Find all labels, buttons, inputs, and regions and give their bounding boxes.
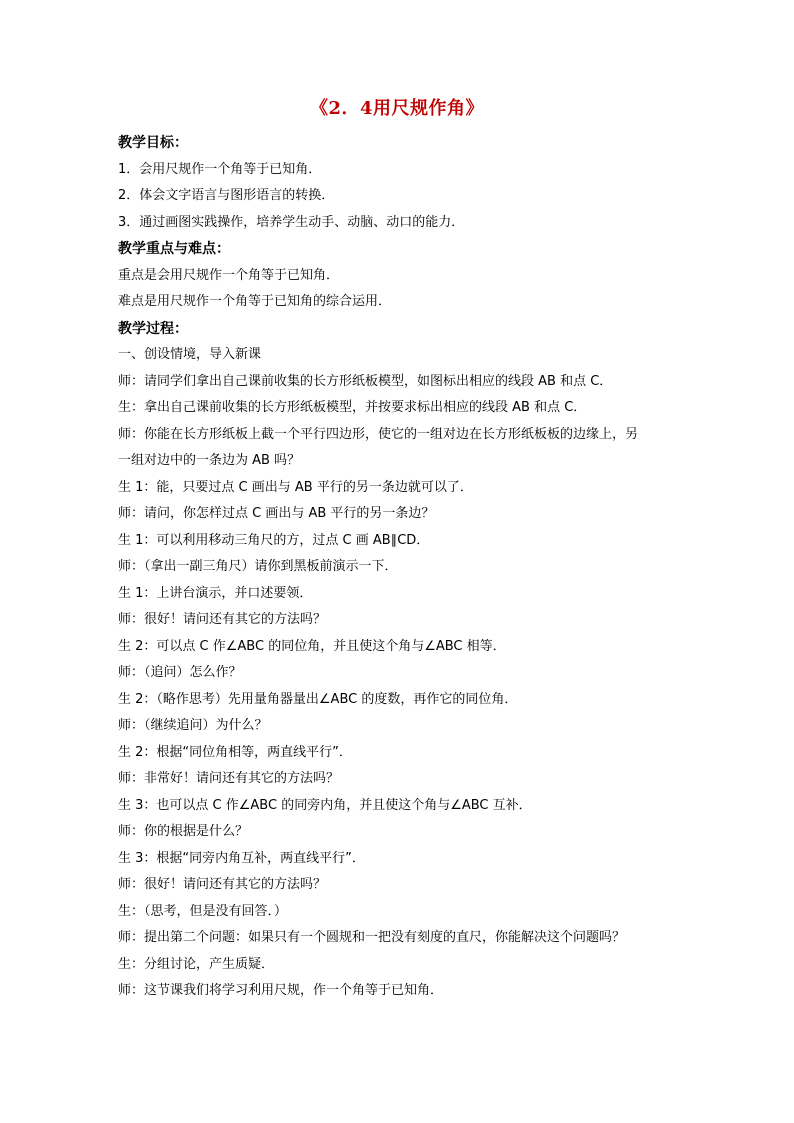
text-line: 生：分组讨论，产生质疑．	[118, 956, 275, 972]
text-line: 生：（思考，但是没有回答．）	[118, 903, 288, 919]
text-line: 师：你的根据是什么？	[118, 824, 249, 839]
text-line: 生 1：上讲台演示，并口述要领．	[118, 585, 313, 601]
text-line: 2．体会文字语言与图形语言的转换．	[118, 188, 335, 203]
text-line: 生：拿出自己课前收集的长方形纸板模型，并按要求标出相应的线段 AB 和点 C．	[118, 400, 587, 415]
text-line: 生 2：根据“同位角相等，两直线平行”．	[118, 744, 352, 760]
text-line: 生 1：能，只要过点 C 画出与 AB 平行的另一条边就可以了．	[118, 479, 473, 495]
text-line: 生 2：可以点 C 作∠ABC 的同位角，并且使这个角与∠ABC 相等．	[118, 638, 506, 654]
text-line: 生 3：根据“同旁内角互补，两直线平行”．	[118, 850, 365, 866]
text-line: 一、创设情境，导入新课	[118, 347, 262, 362]
text-line: 师：这节课我们将学习利用尺规，作一个角等于已知角．	[118, 983, 444, 998]
section-heading: 教学重点与难点：	[118, 241, 230, 257]
text-line: 师：（追问）怎么作？	[118, 665, 242, 680]
text-line: 师：（拿出一副三角尺）请你到黑板前演示一下．	[118, 559, 398, 574]
text-line: 3．通过画图实践操作，培养学生动手、动脑、动口的能力．	[118, 214, 465, 230]
text-line: 师：请问，你怎样过点 C 画出与 AB 平行的另一条边？	[118, 506, 435, 521]
text-line: 师：很好！请问还有其它的方法吗？	[118, 612, 327, 627]
text-line: 一组对边中的一条边为 AB 吗？	[118, 453, 301, 468]
text-line: 师：非常好！请问还有其它的方法吗？	[118, 771, 340, 786]
text-line: 难点是用尺规作一个角等于已知角的综合运用．	[118, 294, 392, 309]
text-line: 师：你能在长方形纸板上截一个平行四边形，使它的一组对边在长方形纸板板的边缘上，另	[118, 426, 639, 442]
text-line: 生 3：也可以点 C 作∠ABC 的同旁内角，并且使这个角与∠ABC 互补．	[118, 797, 532, 813]
text-line: 1．会用尺规作一个角等于已知角．	[118, 161, 322, 177]
text-line: 师：很好！请问还有其它的方法吗？	[118, 877, 327, 892]
text-line: 重点是会用尺规作一个角等于已知角．	[118, 267, 340, 283]
text-line: 师：（继续追问）为什么？	[118, 718, 268, 733]
text-line: 师：提出第二个问题：如果只有一个圆规和一把没有刻度的直尺，你能解决这个问题吗？	[118, 930, 626, 945]
section-heading: 教学过程：	[118, 320, 188, 337]
text-line: 师：请同学们拿出自己课前收集的长方形纸板模型，如图标出相应的线段 AB 和点 C．	[118, 373, 613, 389]
section-heading: 教学目标：	[118, 135, 188, 151]
document-body	[118, 130, 678, 1005]
text-line: 生 1：可以利用移动三角尺的方，过点 C 画 AB∥CD．	[118, 532, 430, 548]
document-title: 《2．4用尺规作角》	[309, 98, 485, 119]
text-line: 生 2：（略作思考）先用量角器量出∠ABC 的度数，再作它的同位角．	[118, 691, 518, 707]
